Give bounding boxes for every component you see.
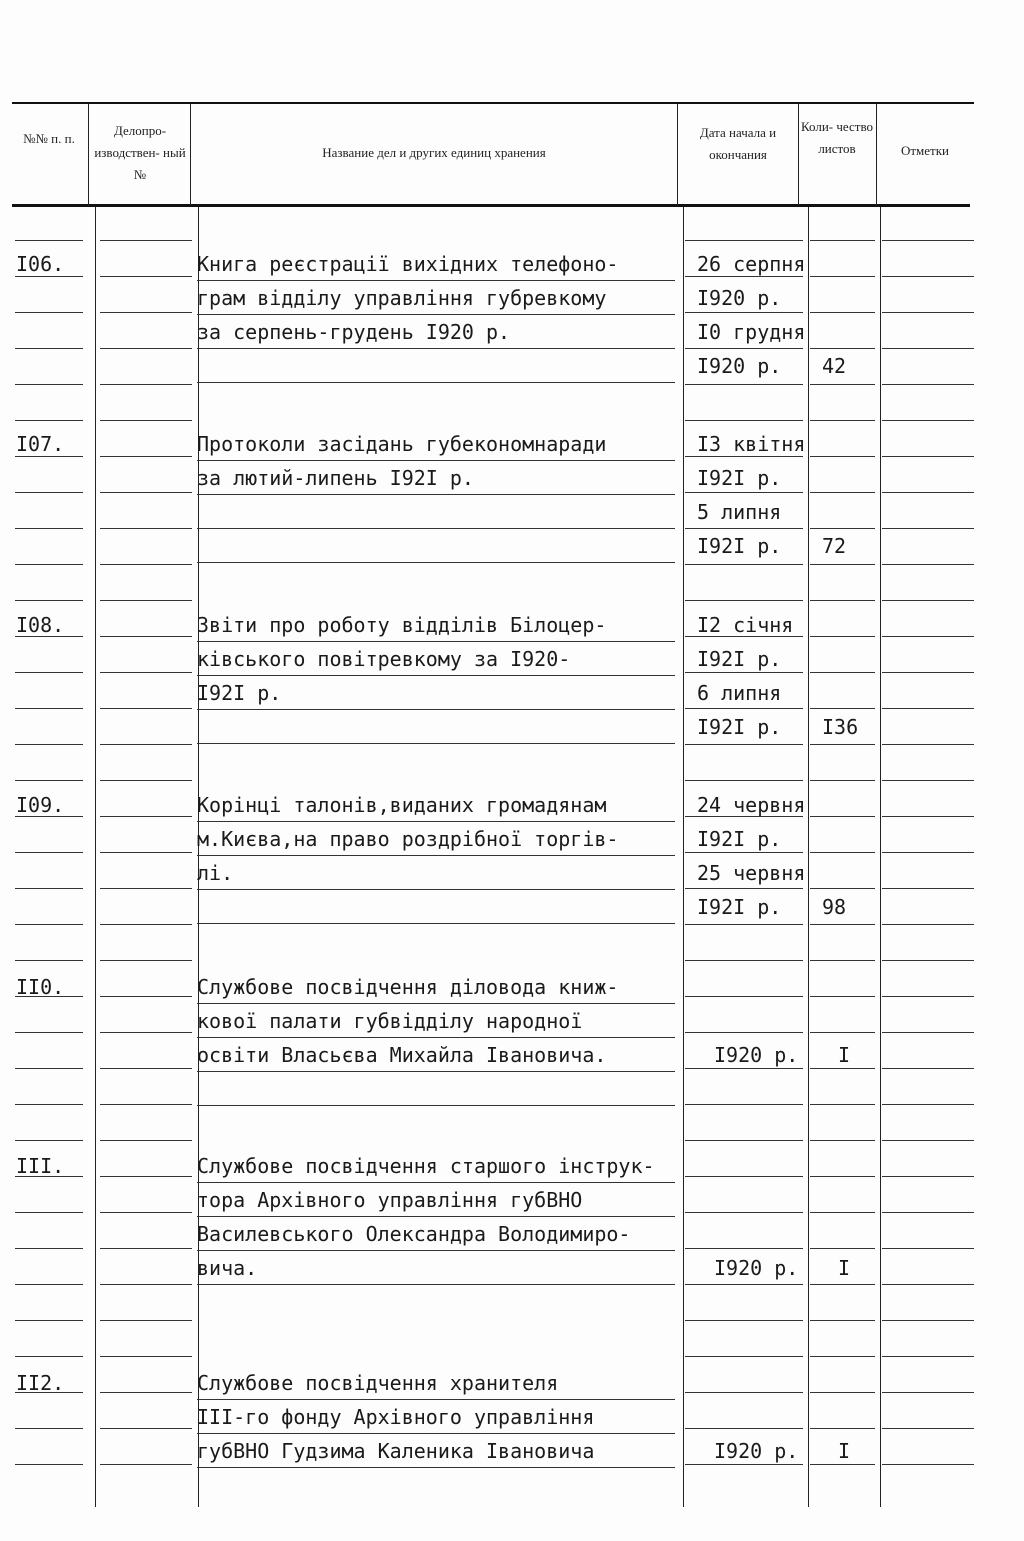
ruled-line — [882, 1464, 974, 1465]
record-sheet-count: I36 — [822, 715, 859, 739]
ruled-line — [810, 636, 875, 637]
ruled-line — [100, 1032, 192, 1033]
ruled-line — [882, 852, 974, 853]
record-title-line: губВНО Гудзима Каленика Івановича — [197, 1439, 595, 1463]
ruled-line — [100, 816, 192, 817]
ruled-line — [882, 564, 974, 565]
ruled-line — [15, 1320, 83, 1321]
ruled-line — [685, 600, 803, 601]
ruled-line — [810, 852, 875, 853]
ruled-line — [882, 312, 974, 313]
ruled-line — [882, 708, 974, 709]
ruled-line — [15, 1212, 83, 1213]
title-underline — [197, 562, 675, 563]
ruled-line — [882, 240, 974, 241]
title-underline — [197, 923, 675, 924]
ruled-line — [100, 348, 192, 349]
ruled-line — [100, 636, 192, 637]
record-title-line: Корінці талонів,виданих громадянам — [197, 793, 607, 817]
ruled-line — [685, 1392, 803, 1393]
ruled-line — [15, 924, 83, 925]
ruled-line — [15, 780, 83, 781]
title-underline — [197, 348, 675, 349]
ruled-line — [810, 384, 875, 385]
ruled-line — [15, 600, 83, 601]
record-title-line: м.Києва,на право роздрібної торгів- — [197, 827, 619, 851]
ruled-line — [882, 528, 974, 529]
ruled-line — [100, 960, 192, 961]
ruled-line — [685, 1428, 803, 1429]
ruled-line — [15, 1140, 83, 1141]
ruled-line — [810, 1248, 875, 1249]
record-sheet-count: 72 — [822, 534, 847, 558]
ruled-line — [882, 492, 974, 493]
record-sheet-count: I — [838, 1256, 851, 1280]
record-date: 24 червня — [697, 793, 806, 817]
ruled-line — [100, 600, 192, 601]
ruled-line — [810, 1104, 875, 1105]
ruled-line — [100, 780, 192, 781]
ruled-line — [882, 420, 974, 421]
ruled-line — [882, 636, 974, 637]
record-date: I920 р. — [714, 1256, 799, 1280]
ruled-line — [100, 1104, 192, 1105]
ruled-line — [810, 960, 875, 961]
ruled-line — [810, 1140, 875, 1141]
ruled-line — [100, 1212, 192, 1213]
ruled-line — [100, 492, 192, 493]
record-date: I920 р. — [697, 286, 782, 310]
ruled-line — [100, 420, 192, 421]
record-title-line: I92I р. — [197, 681, 282, 705]
header-top-rule — [12, 102, 974, 104]
title-underline — [197, 1105, 675, 1106]
ruled-line — [100, 744, 192, 745]
record-title-line: Протоколи засідань губекономнаради — [197, 432, 607, 456]
record-date: I92I р. — [697, 895, 782, 919]
ruled-line — [882, 744, 974, 745]
ruled-line — [100, 888, 192, 889]
ruled-line — [810, 816, 875, 817]
record-date: 6 липня — [697, 681, 782, 705]
ruled-line — [15, 312, 83, 313]
record-number: II2. — [16, 1371, 65, 1395]
ruled-line — [810, 1176, 875, 1177]
column-divider — [808, 207, 809, 1507]
ruled-line — [810, 240, 875, 241]
ruled-line — [15, 384, 83, 385]
ruled-line — [882, 1176, 974, 1177]
ruled-line — [810, 1392, 875, 1393]
record-title-line: за серпень-грудень I920 р. — [197, 320, 511, 344]
ruled-line — [810, 276, 875, 277]
ruled-line — [100, 1176, 192, 1177]
ruled-line — [810, 1428, 875, 1429]
header-dates: Дата начала и окончания — [699, 125, 777, 162]
column-divider — [683, 207, 684, 1507]
ruled-line — [810, 456, 875, 457]
ruled-line — [810, 420, 875, 421]
ruled-line — [15, 348, 83, 349]
ruled-line — [15, 1068, 83, 1069]
record-date: I2 січня — [697, 613, 794, 637]
ruled-line — [882, 996, 974, 997]
header-notes: Отметки — [900, 143, 950, 158]
ruled-line — [100, 384, 192, 385]
ruled-line — [685, 1176, 803, 1177]
ruled-line — [15, 1032, 83, 1033]
ruled-line — [882, 1428, 974, 1429]
ruled-line — [810, 1212, 875, 1213]
record-sheet-count: 42 — [822, 354, 847, 378]
ruled-line — [882, 1032, 974, 1033]
ruled-line — [685, 1212, 803, 1213]
ruled-line — [810, 672, 875, 673]
record-number: I07. — [16, 432, 65, 456]
ruled-line — [15, 1248, 83, 1249]
ruled-line — [100, 1320, 192, 1321]
ruled-line — [882, 960, 974, 961]
ruled-line — [15, 420, 83, 421]
ruled-line — [685, 1248, 803, 1249]
ruled-line — [15, 240, 83, 241]
ruled-line — [15, 672, 83, 673]
record-date: 26 серпня — [697, 252, 806, 276]
ruled-line — [100, 924, 192, 925]
record-date: I920 р. — [714, 1439, 799, 1463]
column-divider — [880, 207, 881, 1507]
ruled-line — [100, 996, 192, 997]
record-number: I09. — [16, 793, 65, 817]
ruled-line — [15, 1284, 83, 1285]
ruled-line — [100, 528, 192, 529]
ruled-line — [810, 600, 875, 601]
title-underline — [197, 709, 675, 710]
record-number: II0. — [16, 975, 65, 999]
ruled-line — [100, 1068, 192, 1069]
ruled-line — [810, 492, 875, 493]
ruled-line — [100, 1428, 192, 1429]
ruled-line — [882, 924, 974, 925]
header-column-divider — [677, 104, 678, 206]
ruled-line — [100, 1392, 192, 1393]
ruled-line — [810, 996, 875, 997]
record-sheet-count: 98 — [822, 895, 847, 919]
title-underline — [197, 1071, 675, 1072]
record-date: I920 р. — [697, 354, 782, 378]
record-title-line: III-го фонду Архівного управління — [197, 1405, 595, 1429]
record-date: I92I р. — [697, 647, 782, 671]
ruled-line — [882, 1104, 974, 1105]
ruled-line — [685, 1032, 803, 1033]
ruled-line — [685, 384, 803, 385]
ruled-line — [882, 888, 974, 889]
ruled-line — [882, 600, 974, 601]
ruled-line — [100, 852, 192, 853]
ruled-line — [685, 960, 803, 961]
header-bottom-rule — [12, 204, 970, 207]
record-title-line: тора Архівного управління губВНО — [197, 1188, 583, 1212]
ruled-line — [810, 780, 875, 781]
ruled-line — [100, 672, 192, 673]
header-column-divider — [876, 104, 877, 206]
ruled-line — [15, 1104, 83, 1105]
title-underline — [197, 743, 675, 744]
record-title-line: кової палати губвідділу народної — [197, 1009, 583, 1033]
ruled-line — [685, 240, 803, 241]
ruled-line — [882, 1212, 974, 1213]
ruled-line — [882, 1248, 974, 1249]
ruled-line — [15, 564, 83, 565]
ruled-line — [810, 1320, 875, 1321]
record-title-line: Службове посвідчення діловода книж- — [197, 975, 619, 999]
ruled-line — [100, 240, 192, 241]
record-title-line: освіти Власьєва Михайла Івановича. — [197, 1043, 607, 1067]
record-title-line: Василевського Олександра Володимиро- — [197, 1222, 631, 1246]
ruled-line — [100, 708, 192, 709]
ruled-line — [882, 1068, 974, 1069]
ruled-line — [15, 1464, 83, 1465]
record-sheet-count: I — [838, 1439, 851, 1463]
title-underline — [197, 889, 675, 890]
record-title-line: Службове посвідчення хранителя — [197, 1371, 559, 1395]
ruled-line — [882, 672, 974, 673]
ruled-line — [15, 492, 83, 493]
ruled-line — [810, 1032, 875, 1033]
record-date: I920 р. — [714, 1043, 799, 1067]
record-title-line: грам відділу управління губревкому — [197, 286, 607, 310]
title-underline — [197, 494, 675, 495]
record-date: I92I р. — [697, 827, 782, 851]
title-underline — [197, 855, 675, 856]
record-date: I0 грудня — [697, 320, 806, 344]
ruled-line — [15, 888, 83, 889]
ruled-line — [100, 1284, 192, 1285]
header-column-divider — [798, 104, 799, 206]
record-date: I92I р. — [697, 466, 782, 490]
ruled-line — [100, 1356, 192, 1357]
record-title-line: Службове посвідчення старшого інструк- — [197, 1154, 655, 1178]
ruled-line — [810, 564, 875, 565]
record-title-line: Звіти про роботу відділів Білоцер- — [197, 613, 607, 637]
ruled-line — [100, 1248, 192, 1249]
ruled-line — [685, 420, 803, 421]
ruled-line — [882, 276, 974, 277]
ruled-line — [15, 1356, 83, 1357]
ruled-line — [685, 996, 803, 997]
ruled-line — [882, 1284, 974, 1285]
ruled-line — [810, 1356, 875, 1357]
header-num: №№ п. п. — [23, 131, 75, 146]
ruled-line — [100, 564, 192, 565]
ruled-line — [685, 1356, 803, 1357]
ruled-line — [685, 1320, 803, 1321]
ruled-line — [15, 528, 83, 529]
ruled-line — [100, 1140, 192, 1141]
ruled-line — [100, 456, 192, 457]
ruled-line — [882, 780, 974, 781]
ruled-line — [100, 312, 192, 313]
record-title-line: ківського повітревкому за I920- — [197, 647, 571, 671]
ruled-line — [685, 780, 803, 781]
ruled-line — [882, 816, 974, 817]
ruled-line — [15, 708, 83, 709]
ruled-line — [882, 1356, 974, 1357]
column-divider — [95, 207, 96, 1507]
ruled-line — [100, 276, 192, 277]
ruled-line — [882, 1320, 974, 1321]
record-title-line: вича. — [197, 1256, 258, 1280]
record-title-line: Книга реєстрації вихідних телефоно- — [197, 252, 619, 276]
header-title: Название дел и других единиц хранения — [322, 145, 546, 160]
record-date: I92I р. — [697, 534, 782, 558]
record-number: I06. — [16, 252, 65, 276]
ruled-line — [685, 1104, 803, 1105]
record-title-line: лі. — [197, 861, 234, 885]
ruled-line — [882, 348, 974, 349]
header-column-divider — [88, 104, 89, 206]
ruled-line — [100, 1464, 192, 1465]
record-number: III. — [16, 1154, 65, 1178]
ruled-line — [882, 1392, 974, 1393]
ruled-line — [15, 1428, 83, 1429]
title-underline — [197, 382, 675, 383]
header-office-number: Делопро- изводствен- ный № — [94, 123, 186, 182]
ruled-line — [810, 312, 875, 313]
title-underline — [197, 1250, 675, 1251]
title-underline — [197, 1284, 675, 1285]
ruled-line — [15, 744, 83, 745]
ruled-line — [882, 1140, 974, 1141]
record-number: I08. — [16, 613, 65, 637]
record-title-line: за лютий-липень I92I р. — [197, 466, 474, 490]
ruled-line — [882, 384, 974, 385]
record-date: I92I р. — [697, 715, 782, 739]
header-column-divider — [190, 104, 191, 206]
ruled-line — [685, 1140, 803, 1141]
ruled-line — [685, 564, 803, 565]
header-sheet-count: Коли- чество листов — [800, 119, 873, 156]
ruled-line — [15, 960, 83, 961]
record-date: 5 липня — [697, 500, 782, 524]
ruled-line — [15, 852, 83, 853]
record-sheet-count: I — [838, 1043, 851, 1067]
ruled-line — [882, 456, 974, 457]
record-date: 25 червня — [697, 861, 806, 885]
title-underline — [197, 1467, 675, 1468]
title-underline — [197, 528, 675, 529]
record-date: I3 квітня — [697, 432, 806, 456]
